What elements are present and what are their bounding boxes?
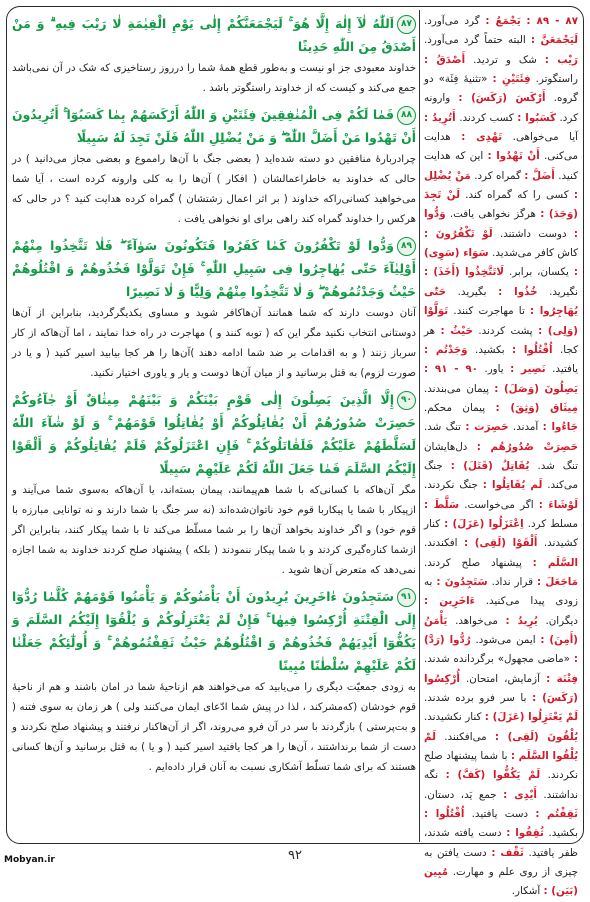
glossary-term: يُقَاتِلُ (قَتَلَ) : (450, 459, 530, 472)
glossary-definition: وارونه كرد. (424, 92, 578, 124)
glossary-definition: كسب كردند. (459, 111, 514, 124)
glossary-definition: گمراه كرد. (474, 169, 521, 182)
glossary-term: يَجْمَعُ : (485, 15, 521, 27)
glossary-term: حَصِرَت : (465, 421, 509, 434)
glossary-definition: افكندند. (424, 537, 458, 550)
glossary-definition: كاش كافر مى‌شديد. (492, 247, 578, 260)
glossary-term: لَم يُقَاتِلُوا : (482, 479, 543, 492)
verse-arabic-text: فَمٰا لَكُمْ فِى الْمُنٰفِقِينَ فِئَتَيْنِ وَ اللّٰهُ أَرْكَسَهُمْ بِمٰا كَسَبُوٓا ۚ أَتُرِيدُونَ أَنْ تَهْدُوا مَنْ أَضَلَّ اللّٰهُ ۖ وَ مَنْ يُضْلِلِ اللّٰهُ فَلَنْ تَجِدَ لَهُ سَبِيلًا (12, 107, 416, 145)
glossary-definition: مسلط كرد. (527, 517, 578, 530)
glossary-term: أَيْدِى : (503, 788, 537, 801)
glossary-term: جَاءُوا : (542, 421, 578, 434)
glossary-term: مِيثَاق (وَثِقَ) : (495, 401, 578, 414)
glossary-term: مَنْ يُضْلِل : (424, 169, 579, 202)
page-number: ۹۲ (288, 848, 302, 863)
glossary-definition: تنگ شد. (424, 421, 461, 434)
verse-arabic-text: وَدُّوا لَوْ تَكْفُرُونَ كَمٰا كَفَرُوا فَتَكُونُونَ سَوٰآءً ۖ فَلٰا تَتَّخِذُوا مِنْهُمْ أَوْلِيٰآءَ حَتّٰى يُهٰاجِرُوا فِى سَبِيلِ اللّٰهِ ۚ فَإِنْ تَوَلَّوْا فَخُذُوهُمْ وَ اقْتُلُوهُمْ حَيْثُ وَجَدْتُمُوهُمْ ۖ وَ لٰا تَتَّخِذُوا مِنْهُمْ وَلِيًّا وَ لٰا نَصِيرًا (12, 238, 416, 299)
glossary-term: لَنْ تَجِدَ (وَجَدَ) : (424, 189, 579, 221)
glossary-definition: كنار نكشيدند. (424, 711, 482, 724)
glossary-term: اُقْتُلُوا : (424, 808, 465, 821)
verse-number-badge: ۹۰ (397, 391, 416, 410)
glossary-term: فِئَتَيْنِ : (492, 73, 531, 86)
verse-number-badge: ۹۱ (397, 588, 416, 607)
column-divider (419, 10, 420, 842)
glossary-definition: جمع يَد، دستان. (424, 788, 497, 801)
glossary-definition: نگه نداشتند. (424, 769, 579, 801)
glossary-definition: بكشيد. (548, 827, 578, 840)
glossary-term: يُرِيدُ : (505, 614, 538, 627)
verse-number-badge: ۸۹ (397, 237, 416, 256)
glossary-term: سَوَاء (سَوِى) : (424, 247, 579, 279)
verses-column (12, 12, 416, 840)
glossary-term: يَصِلُونَ (وَصَلَ) : (494, 382, 578, 395)
glossary-term: لَمْ يَعْتَزِلُوا (عَزَلَ) : (484, 711, 578, 724)
glossary-term: لَمْ يَكُفُّوا (كَفَّ) : (445, 769, 541, 782)
glossary-definition: آشكار. (511, 885, 541, 898)
glossary-definition: بكشيد. (475, 343, 505, 356)
glossary-definition: اين كه هدايت كنيد. (424, 150, 579, 182)
glossary-term: ثَقِفْتُم : (535, 808, 579, 821)
glossary-definition: جنگ نكردند. (424, 479, 478, 492)
glossary-definition: يكسان، برابر. (508, 266, 569, 279)
glossary-definition: به زودى پيدا مى‌كنيد. (424, 575, 578, 608)
glossary-definition: هرگز نخواهى يافت. (449, 208, 536, 221)
glossary-term: يُلْقُونَ (لَقِى) : (494, 730, 578, 743)
glossary-definition: يافتيد. (552, 363, 578, 376)
glossary-definition: راستگوتر. (535, 73, 579, 86)
verse-arabic (12, 234, 416, 303)
glossary-term: سَلَّطَ : (424, 498, 460, 511)
glossary-definition: اگر مى‌خواست. (464, 498, 534, 511)
verse-translation: آنان دوست دارند كه شما همانند آن‌هاكافر شويد و مساوى يكديگرگرديد، بنابراين از آن‌ها دوستانى انتخاب نكنيد مگر اين كه ( توبه كنند و ) مهاجرت در راه خدا نمايند ، اما آن‌هاكه از كار سرباز زنند ( و به اقدامات بر ضد شما ادامه دهند )آن‌ها را هر كجا بيابيد اسير كنيد ( و يا در صورت لزوم) به قتل برسانيد و از ميان آن‌ها دوست و يار و ياورى اختيار نكنيد. (12, 308, 416, 379)
verse-arabic (12, 103, 416, 149)
glossary-definition: پيشنهاد صلح كردند. (424, 556, 522, 569)
glossary-heading: ۹۰ - ۹۱ : (424, 363, 478, 376)
glossary-definition: كسى را كه گمراه كند. (465, 189, 569, 202)
glossary-definition: نگيريد. (549, 285, 578, 298)
glossary-term: أُرْكِسُوا (رَكَسَ) : (424, 672, 579, 705)
glossary-term: السَّلَم : (532, 556, 578, 569)
glossary-definition: «ماضى مجهول» برگردانده شدند. (424, 653, 570, 666)
verse-arabic-text: سَتَجِدُونَ ءٰاخَرِينَ يُرِيدُونَ أَنْ يَأْمَنُوكُمْ وَ يَأْمَنُوا قَوْمَهُمْ كُلَّمٰا رُدُّوٓا إِلَى الْفِتْنَةِ أُرْكِسُوا فِيهٰا ۚ فَإِنْ لَمْ يَعْتَزِلُوكُمْ وَ يُلْقُوٓا إِلَيْكُمُ السَّلَمَ وَ يَكُفُّوٓا أَيْدِيَهُمْ فَخُذُوهُمْ وَ اقْتُلُوهُمْ حَيْثُ ثَقِفْتُمُوهُمْ ۚ وَ أُولٰٓئِكُمْ جَعَلْنٰا لَكُمْ عَلَيْهِمْ سُلْطٰنًا مُبِينًا (12, 589, 416, 673)
glossary-term: لَمْ يُلْقُوا السَّلَم : (424, 730, 579, 763)
glossary-term: رُدُّوا (رَدَّ) : (424, 634, 578, 666)
glossary-term: وَدُّوا : (424, 208, 578, 240)
glossary-term: تَوَلَّوْا (وَلِى) : (424, 305, 578, 337)
glossary-definition: با سر فرو برده شدند. (424, 692, 527, 705)
glossary-term: مَاجَعَلَ : (536, 575, 579, 588)
verse-arabic-text: إِلَّا الَّذِينَ يَصِلُونَ إِلٰى قَوْمٍ بَيْنَكُمْ وَ بَيْنَهُمْ مِيثٰاقٌ أَوْ جٰآءُوكُمْ حَصِرَتْ صُدُورُهُمْ أَنْ يُقٰاتِلُوكُمْ أَوْ يُقٰاتِلُوا قَوْمَهُمْ ۚ وَ لَوْ شٰآءَ اللّٰهُ لَسَلَّطَهُمْ عَلَيْكُمْ فَلَقٰاتَلُوكُمْ ۚ فَإِنِ اعْتَزَلُوكُمْ فَلَمْ يُقٰاتِلُوكُمْ وَ أَلْقَوْا إِلَيْكُمُ السَّلَمَ فَمٰا جَعَلَ اللّٰهُ لَكُمْ عَلَيْهِمْ سَبِيلًا (12, 392, 416, 476)
glossary-definition: ديگران. (545, 614, 578, 627)
verse-arabic (12, 585, 416, 677)
glossary-definition: دوست داشتند. (499, 227, 567, 240)
glossary-term: كَسَبُوا : (517, 111, 556, 124)
glossary-term: حَتّٰى يُهَاجِرُوا : (424, 285, 578, 318)
glossary-definition: آمدند. (512, 421, 539, 434)
glossary-definition: هدايت مى‌كنى. (424, 131, 578, 163)
glossary-definition: «تثنيهٔ فِئَة» دو گروه. (424, 73, 579, 105)
verse-translation: خداوند معبودى جز او نيست و به‌طور قطع همهٔ شما را درروز رستاخيزى كه شک در آن نمى‌باشد جمع مى‌كند و كيست كه از خداوند راستگوتر باشد . (12, 63, 416, 94)
glossary-term: أَضَلَّ : (524, 169, 555, 182)
glossary-term: أَصْدَقُ : (424, 53, 466, 66)
verse-translation: چرادربارهٔ منافقين دو دسته شده‌ايد ( بعضى جنگ با آن‌ها رامموع و بعضى مجاز مى‌دانيد ) در حالى كه خداوند به خاطراعمالشان ( افكار ) آن‌ها را به كلى وارونه كرده است ، آيا شما مى‌خواهيد كسانى‌راكه خداوند ( بر اثر اعمال زشتشان ) گمراه كرده هدايت كنيد ؟ در حالى كه هركس را خداوند گمراه كند راهى براى او نخواهى يافت . (12, 154, 416, 225)
verse-arabic (12, 12, 416, 58)
glossary-definition: كنار كشيدند. (424, 517, 578, 550)
site-label: Mobyan.ir (4, 855, 55, 865)
glossary-definition: دل‌هايشان تنگ شد. (424, 440, 578, 472)
verse-translation: مگر آن‌هاكه با كسانى‌كه با شما هم‌پيمانند، پيمان بسته‌اند، يا آن‌هاكه به‌سوى شما مى‌آيند و ازپيكار با شما يا پيكاربا قوم خود ناتوان‌شده‌اند (نه سر جنگ با شما دارند و نه توانايى مبارزه با قوم خود) و اگر خداوند بخواهد آن‌ها را بر شما مسلّط مى‌كند تا با شما پيكار كنند، بنابراين اگر ازشما كناره‌گيرى كردند و با شما پيكار ننمودند ( بلكه ) پيشنهاد صلح كردند خداوند به شما اجازه نمى‌دهد كه متعرض آن‌ها شويد . (12, 485, 416, 576)
glossary-term: نَصِير : (510, 363, 546, 376)
glossary-definition: پشت كردند. (478, 324, 533, 337)
glossary-term: تَهْدِى : (461, 131, 503, 144)
glossary-term: أَلْقَوْا (لَقِى) : (463, 537, 538, 550)
glossary-term: حَيْثُ : (440, 324, 473, 337)
glossary-definition: قرار نداد. (491, 575, 533, 588)
glossary-definition: ايمن مى‌شود. (475, 634, 536, 646)
glossary-definition: مى‌خواهد. (455, 614, 498, 627)
glossary-term: ءَاخَرِين : (424, 595, 475, 608)
glossary-definition: بگيريد. (457, 285, 487, 298)
glossary-definition: هر كجا. (424, 324, 578, 356)
glossary-heading: ۸۷ - ۸۹ : (526, 15, 578, 27)
glossary-term: أَرْكَسَ (رَكَسَ) : (458, 92, 546, 105)
glossary-term: ثُقِفُوا : (506, 827, 544, 840)
glossary-definition: دست يافته شدند، ظفر يافتيد. (424, 827, 578, 859)
glossary-definition: البته حتماً گرد مى‌آورد. (424, 34, 526, 47)
glossary-definition: آزمايش، امتحان. (466, 672, 540, 685)
verse-translation: به زودى جمعيّت ديگرى را مى‌يابيد كه مى‌خواهند هم ازناحيهٔ شما در امان باشند و هم از ناحيهٔ قوم خودشان (كه‌مشركند ، لذا در پيش شما ادّعاى ايمان مى‌كنند ولى ) هر زمان به سوى فتنه ( و بت‌پرستى ) بازگردند با سر در آن فرو مى‌روند، اگر از آن‌هاكنار نرفتند و پيشنهاد صلح نكردند و دست از شما برنداشتند ، آن‌ها را هر كجا يافتيد اسير كنيد ( و يا ) به قتل برسانيد و آن‌ها كسانى هستند كه براى شما تسلّط آشكارى نسبت به آنان قرار داده‌ايم . (12, 682, 416, 773)
glossary-definition: ياور. (484, 363, 504, 376)
glossary-term: يَأْمَنُ (أَمِنَ) : (424, 614, 579, 646)
glossary-definition: با شما پيشنهاد صلح نكردند. (424, 750, 578, 782)
glossary-term: ثَقْف : (491, 846, 524, 859)
glossary-definition: پيمان مى‌بندند. (424, 382, 489, 395)
glossary-definition: مى‌افكنند. (444, 730, 487, 743)
glossary-term: مُبِين (بَيَن) : (424, 866, 578, 898)
verse-number-badge: ۸۷ (397, 15, 416, 34)
glossary-term: لَوْشَاءَ : (538, 498, 579, 511)
glossary-definition: دست يافتيد. (471, 808, 529, 821)
glossary-term: لَاتَتَّخِذُوا (أَخَذَ) : (424, 266, 504, 279)
glossary-definition: پيمان محكم. (424, 401, 486, 414)
glossary-definition: دست يافتن به چيزى از روى علم و مهارت. (424, 846, 578, 879)
glossary-definition: تا مهاجرت كنند. (453, 305, 525, 318)
glossary-term: سَتَجِدُونَ : (436, 575, 488, 588)
glossary-definition: آيا مى‌خواهى. (512, 131, 578, 144)
glossary-term: وَجَدْتُم : (424, 343, 468, 356)
verse-arabic-text: اَللّٰهُ لٰآ إِلٰهَ إِلَّا هُوَ ۚ لَيَجْمَعَنَّكُمْ إِلٰى يَوْمِ الْقِيٰمَةِ لٰا رَيْبَ فِيهِ ۗ وَ مَنْ أَصْدَقُ مِنَ اللّٰهِ حَدِيثًا (12, 16, 416, 54)
glossary-definition: شک و ترديد. (473, 53, 537, 66)
glossary-column (424, 12, 579, 898)
glossary-term: اِعْتَزَلُوا (عَزَلَ) : (444, 517, 524, 530)
glossary-term: حَصِرَتْ صُدُورُهُم : (476, 440, 578, 453)
glossary-term: خُذُوا : (498, 285, 538, 298)
verse-number-badge: ۸۸ (397, 106, 416, 125)
glossary-term: رَيْب : (544, 53, 578, 66)
glossary-term: أَنْ تَهْدُوا : (487, 150, 540, 163)
verse-arabic (12, 388, 416, 480)
glossary-term: أَتُرِيدُ : (424, 111, 456, 124)
glossary-term: لَوْ تَكْفُرُونَ : (424, 227, 493, 240)
glossary-definition: گرد مى‌آورد. (424, 15, 480, 27)
glossary-definition: جنگ مى‌كند. (424, 459, 578, 492)
glossary-term: لَيَجْمَعَنَّ : (530, 34, 578, 47)
glossary-term: فِتْنَة : (546, 672, 578, 685)
glossary-term: اُقْتُلُوا : (512, 343, 553, 356)
